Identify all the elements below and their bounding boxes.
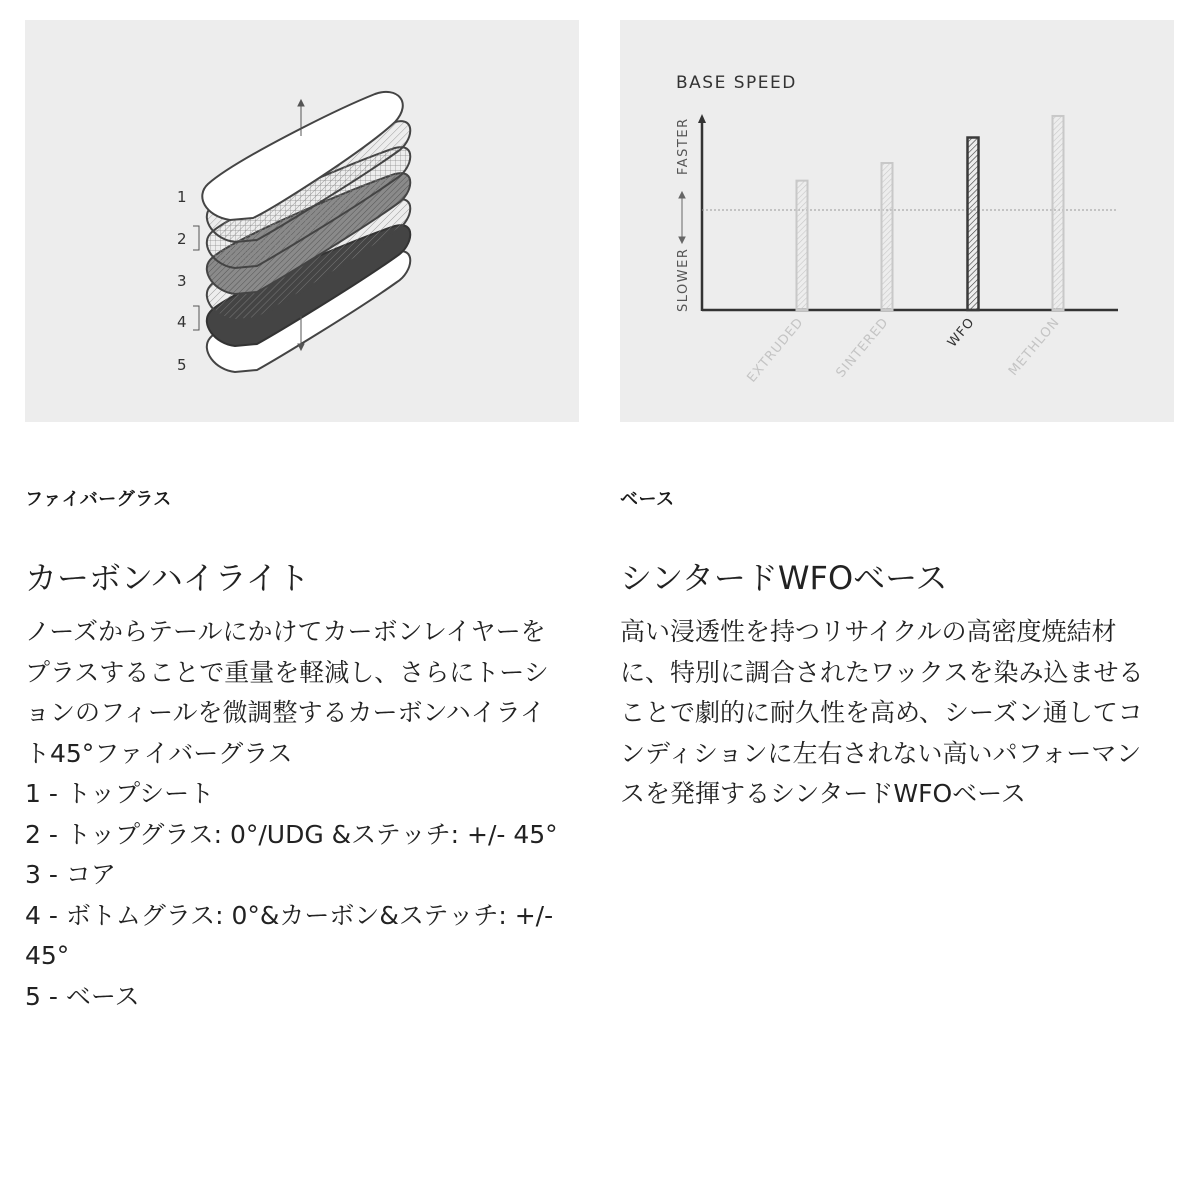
layer-number-5: 5 — [177, 356, 187, 374]
spec-item-5: 5 - ベース — [25, 981, 140, 1011]
board-layers-illustration — [25, 20, 579, 422]
speed-marker-arrows-icon — [679, 192, 685, 243]
bar-methlon — [1053, 116, 1064, 310]
headline-sintered-wfo: シンタードWFOベース — [620, 559, 948, 597]
fiberglass-column — [25, 20, 579, 1017]
chart-title: BASE SPEED — [676, 73, 797, 93]
slower-label: SLOWER — [676, 247, 691, 312]
base-speed-chart-panel — [620, 20, 1174, 422]
base-column — [620, 20, 1174, 815]
y-axis-slower-label — [676, 248, 691, 312]
board-layer-diagram — [25, 20, 579, 422]
base-description: 高い浸透性を持つリサイクルの高密度焼結材に、特別に調合されたワックスを染み込ませることで劇的に耐久性を高め、シーズン通してコンディションに左右されない高いパフォーマンスを発揮するシンタードWFOベース — [620, 617, 1144, 808]
layer-spec-list — [25, 774, 565, 1017]
headline-carbon-highlight: カーボンハイライト — [25, 559, 310, 597]
chart-bars — [797, 116, 1064, 310]
section-label-base: ベース — [620, 489, 675, 510]
bar-sintered — [882, 163, 893, 310]
x-label-wfo: WFO — [944, 314, 979, 351]
y-axis-arrow-icon — [698, 114, 706, 123]
layer-number-3: 3 — [177, 272, 187, 290]
layer-number-1: 1 — [177, 188, 187, 206]
x-label-methlon: METHLON — [1006, 314, 1064, 379]
x-label-sintered: SINTERED — [833, 314, 893, 381]
chart-x-labels — [744, 315, 1063, 386]
bar-wfo — [968, 138, 979, 310]
spec-item-1: 1 - トップシート — [25, 779, 215, 808]
y-axis-faster-label — [676, 117, 691, 175]
spec-item-2: 2 - トップグラス: 0°/UDG &ステッチ: +/- 45° — [25, 819, 558, 849]
section-label-fiberglass: ファイバーグラス — [25, 489, 172, 510]
fiberglass-description: ノーズからテールにかけてカーボンレイヤーをプラスすることで重量を軽減し、さらにトーションのフィールを微調整するカーボンハイライト45°ファイバーグラス — [25, 617, 549, 768]
bar-extruded — [797, 181, 808, 310]
layer-number-2: 2 — [177, 230, 187, 248]
faster-label: FASTER — [676, 117, 691, 175]
layer-number-4: 4 — [177, 313, 187, 331]
layer-brackets — [193, 226, 199, 330]
x-label-extruded: EXTRUDED — [744, 314, 808, 386]
base-speed-chart — [620, 20, 1174, 422]
spec-item-3: 3 - コア — [25, 860, 116, 889]
spec-item-4: 4 - ボトムグラス: 0°&カーボン&ステッチ: +/- 45° — [25, 900, 554, 970]
